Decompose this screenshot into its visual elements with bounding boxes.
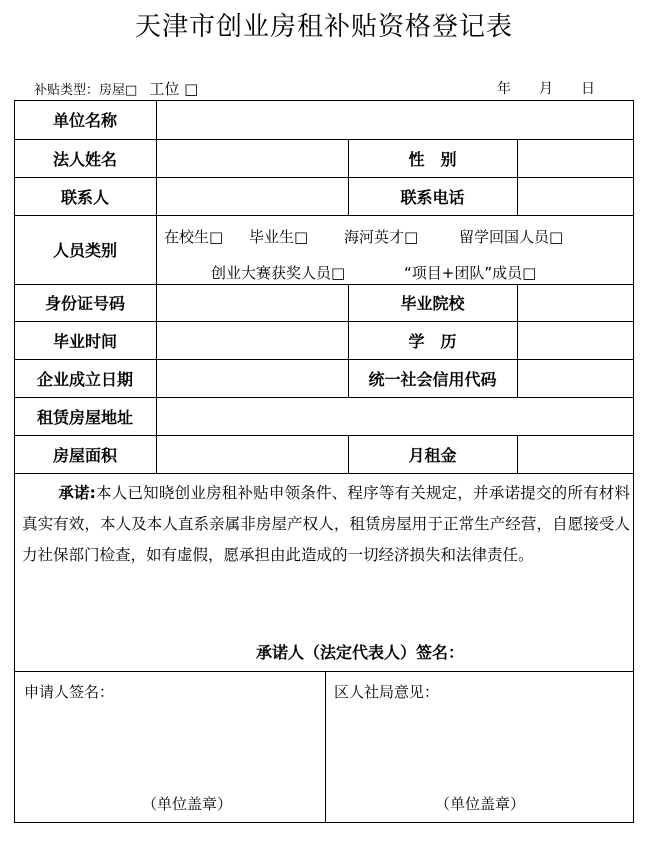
education-field[interactable] xyxy=(518,322,633,359)
label-founded-date: 企业成立日期 xyxy=(36,369,133,389)
category-graduate-checkbox[interactable]: 毕业生□ xyxy=(249,228,309,246)
form-title: 天津市创业房租补贴资格登记表 xyxy=(134,12,513,42)
category-haihe-checkbox[interactable]: 海河英才□ xyxy=(344,228,419,246)
school-field[interactable] xyxy=(518,285,633,321)
label-legal-name: 法人姓名 xyxy=(52,149,117,169)
rent-field[interactable] xyxy=(518,436,633,473)
address-field[interactable] xyxy=(157,398,633,435)
legal-name-field[interactable] xyxy=(157,140,347,177)
label-grad-time: 毕业时间 xyxy=(52,331,117,351)
category-contest-checkbox[interactable]: 创业大赛获奖人员□ xyxy=(211,264,346,282)
label-credit-code: 统一社会信用代码 xyxy=(368,369,497,389)
date-day: 日 xyxy=(581,81,595,97)
seal-right: （单位盖章） xyxy=(435,795,526,813)
label-school: 毕业院校 xyxy=(400,294,465,313)
applicant-signature-label: 申请人签名： xyxy=(24,683,115,701)
label-area: 房屋面积 xyxy=(52,445,117,465)
gender-field[interactable] xyxy=(518,140,633,177)
bureau-opinion-area[interactable] xyxy=(326,705,633,790)
area-field[interactable] xyxy=(157,436,347,473)
commitment-text: 本人已知晓创业房租补贴申领条件、程序等有关规定，并承诺提交的所有材料真实有效，本人及本人直系亲属非房屋产权人，租赁房屋用于正常生产经营，自愿接受人力社保部门检查，如有虚假，愿承担由此造成的一切经济损失和法律责任。 xyxy=(22,484,630,564)
label-id-number: 身份证号码 xyxy=(44,294,125,313)
credit-code-field[interactable] xyxy=(518,360,633,397)
label-contact: 联系人 xyxy=(60,187,109,207)
row-divider xyxy=(14,473,634,474)
label-gender: 性 别 xyxy=(408,149,457,169)
label-address: 租赁房屋地址 xyxy=(36,407,133,427)
category-returnee-checkbox[interactable]: 留学回国人员□ xyxy=(459,228,564,246)
date-month: 月 xyxy=(539,81,553,97)
id-number-field[interactable] xyxy=(157,285,347,321)
label-unit-name: 单位名称 xyxy=(52,111,117,130)
label-education: 学 历 xyxy=(408,331,457,351)
subsidy-type-house-checkbox[interactable]: 房屋□ xyxy=(99,83,138,98)
date-line xyxy=(497,78,595,98)
seal-left: （单位盖章） xyxy=(142,795,233,813)
subsidy-type-work-checkbox[interactable]: 工位 □ xyxy=(149,80,199,98)
label-category: 人员类别 xyxy=(52,241,117,260)
commitment-signer: 承诺人（法定代表人）签名： xyxy=(256,643,465,662)
subsidy-type-label: 补贴类型： xyxy=(34,83,100,98)
date-year: 年 xyxy=(497,81,511,97)
contact-field[interactable] xyxy=(157,178,347,215)
applicant-signature-area[interactable] xyxy=(15,705,324,790)
label-phone: 联系电话 xyxy=(400,187,465,207)
unit-name-field[interactable] xyxy=(157,101,633,139)
founded-date-field[interactable] xyxy=(157,360,347,397)
phone-field[interactable] xyxy=(518,178,633,215)
subsidy-type xyxy=(34,78,198,99)
commitment-paragraph xyxy=(22,478,630,571)
grad-time-field[interactable] xyxy=(157,322,347,359)
commitment-label: 承诺: xyxy=(58,484,96,502)
bureau-opinion-label: 区人社局意见： xyxy=(334,683,440,701)
label-rent: 月租金 xyxy=(408,445,457,465)
category-at-school-checkbox[interactable]: 在校生□ xyxy=(164,228,224,246)
category-team-checkbox[interactable]: “项目+团队”成员□ xyxy=(404,264,537,282)
row-divider xyxy=(14,671,634,672)
